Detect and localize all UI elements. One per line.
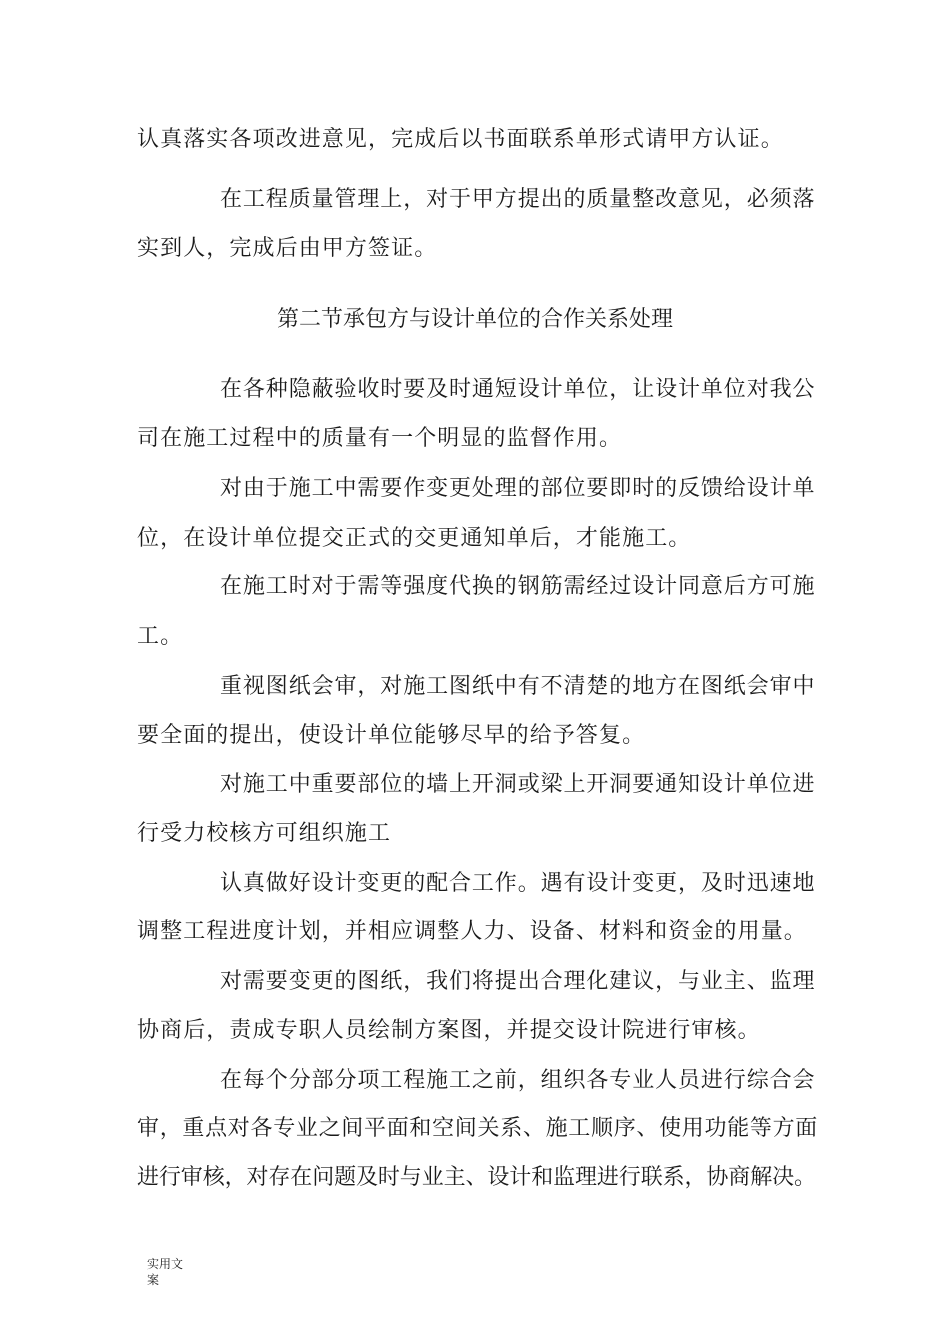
paragraph-line: 进行审核，对存在问题及时与业主、设计和监理进行联系，协商解决。 (137, 1165, 816, 1190)
paragraph-line: 工。 (137, 624, 184, 649)
paragraph-line: 在各种隐蔽验收时要及时通短设计单位，让设计单位对我公 (220, 377, 816, 402)
paragraph-line: 审，重点对各专业之间平面和空间关系、施工顺序、使用功能等方面 (137, 1116, 819, 1141)
paragraph-line: 对施工中重要部位的墙上开洞或梁上开洞要通知设计单位进 (220, 772, 816, 797)
paragraph-line: 要全面的提出，使设计单位能够尽早的给予答复。 (137, 723, 646, 748)
paragraph-line: 在每个分部分项工程施工之前，组织各专业人员进行综合会 (220, 1068, 816, 1093)
paragraph-line: 重视图纸会审，对施工图纸中有不清楚的地方在图纸会审中 (220, 674, 816, 699)
paragraph-line: 对由于施工中需要作变更处理的部位要即时的反馈给设计单 (220, 476, 816, 501)
paragraph-line: 调整工程进度计划，并相应调整人力、设备、材料和资金的用量。 (137, 919, 807, 944)
footer-label: 案 (147, 1273, 160, 1287)
paragraph-line: 在工程质量管理上，对于甲方提出的质量整改意见，必须落 (220, 187, 816, 212)
paragraph-line: 司在施工过程中的质量有一个明显的监督作用。 (137, 426, 623, 451)
paragraph-line: 实到人，完成后由甲方签证。 (137, 236, 438, 261)
paragraph-line: 位，在设计单位提交正式的交更通知单后，才能施工。 (137, 526, 692, 551)
paragraph-line: 在施工时对于需等强度代换的钢筋需经过设计同意后方可施 (220, 574, 816, 599)
paragraph-line: 协商后，责成专职人员绘制方案图，并提交设计院进行审核。 (137, 1018, 761, 1043)
paragraph-line: 行受力校核方可组织施工 (137, 821, 392, 846)
paragraph-line: 对需要变更的图纸，我们将提出合理化建议，与业主、监理 (220, 969, 816, 994)
section-heading: 第二节承包方与设计单位的合作关系处理 (276, 307, 673, 332)
paragraph-line: 认真落实各项改进意见，完成后以书面联系单形式请甲方认证。 (137, 127, 784, 152)
paragraph-line: 认真做好设计变更的配合工作。遇有设计变更，及时迅速地 (220, 871, 816, 896)
footer-label: 实用文 (147, 1257, 184, 1271)
